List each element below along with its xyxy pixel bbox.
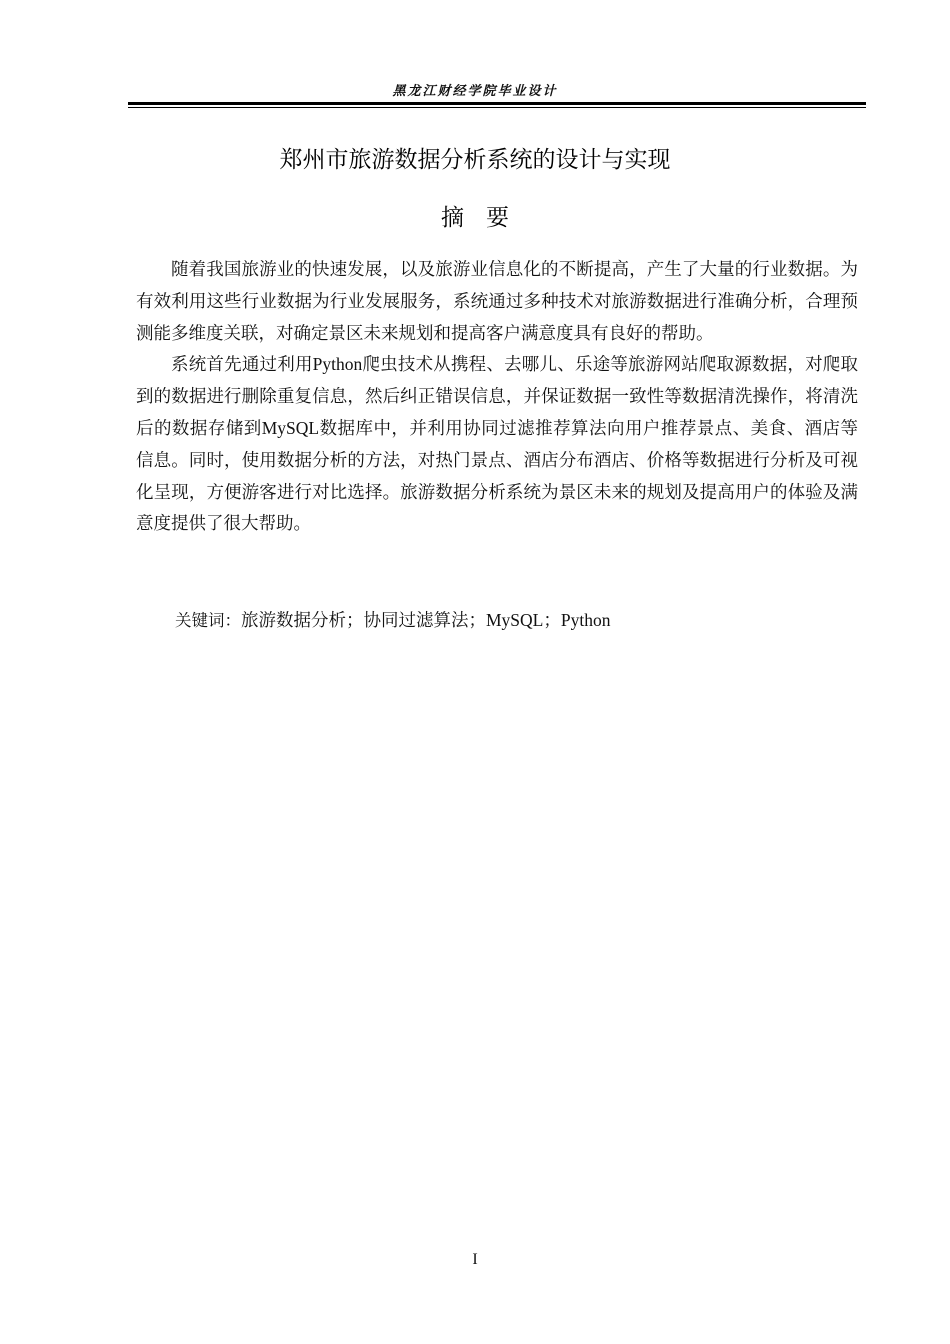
page-number: I (472, 1251, 478, 1268)
running-header: 黑龙江财经学院毕业设计 (392, 84, 558, 99)
abstract-paragraph-2: 系统首先通过利用Python爬虫技术从携程、去哪儿、乐途等旅游网站爬取源数据，对爬取到的数据进行删除重复信息，然后纠正错误信息，并保证数据一致性等数据清洗操作，将清洗后的数据存储到MySQL数据库中，并利用协同过滤推荐算法向用户推荐景点、美食、酒店等信息。同时，使用数据分析的方法，对热门景点、酒店分布酒店、价格等数据进行分析及可视化呈现，方便游客进行对比选择。旅游数据分析系统为景区未来的规划及提高用户的体验及满意度提供了很大帮助。 (136, 354, 858, 534)
header-rule-thick (128, 102, 866, 105)
keywords-line (175, 605, 855, 637)
abstract-body (136, 254, 858, 540)
keywords-list: 旅游数据分析；协同过滤算法；MySQL；Python (241, 610, 611, 630)
document-title: 郑州市旅游数据分析系统的设计与实现 (279, 147, 671, 173)
abstract-heading: 摘要 (441, 205, 531, 231)
header-rule-thin (128, 107, 866, 108)
keywords-label: 关键词： (175, 611, 241, 630)
abstract-paragraph-1: 随着我国旅游业的快速发展，以及旅游业信息化的不断提高，产生了大量的行业数据。为有效利用这些行业数据为行业发展服务，系统通过多种技术对旅游数据进行准确分析，合理预测能多维度关联，对确定景区未来规划和提高客户满意度具有良好的帮助。 (136, 259, 858, 343)
